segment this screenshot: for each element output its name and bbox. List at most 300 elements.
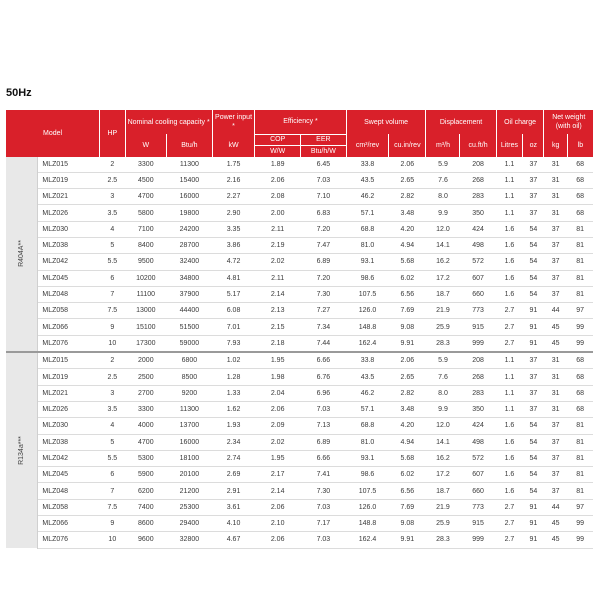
value-cell: 32400 (167, 254, 213, 270)
value-cell: 37 (544, 254, 567, 270)
value-cell: 31 (544, 172, 567, 188)
value-cell: 10 (100, 532, 126, 548)
value-cell: 37 (544, 237, 567, 253)
value-cell: 31 (544, 401, 567, 417)
value-cell: 6 (100, 270, 126, 286)
value-cell: 54 (523, 221, 544, 237)
model-cell: MLZ021 (38, 385, 100, 401)
value-cell: 2000 (125, 352, 166, 369)
value-cell: 3300 (125, 401, 166, 417)
table-row (6, 499, 593, 515)
value-cell: 6.83 (301, 205, 347, 221)
value-cell: 29400 (167, 516, 213, 532)
value-cell: 7.41 (301, 467, 347, 483)
value-cell: 350 (460, 205, 496, 221)
value-cell: 6.45 (301, 157, 347, 173)
value-cell: 8600 (125, 516, 166, 532)
value-cell: 33.8 (346, 157, 389, 173)
table-row (6, 205, 593, 221)
table-row (6, 254, 593, 270)
table-row (6, 303, 593, 319)
value-cell: 8500 (167, 369, 213, 385)
value-cell: 6 (100, 467, 126, 483)
value-cell: 68.8 (346, 418, 389, 434)
value-cell: 1.95 (255, 352, 301, 369)
value-cell: 148.8 (346, 516, 389, 532)
unit-header: W (125, 134, 166, 157)
value-cell: 7.03 (301, 172, 347, 188)
value-cell: 1.6 (496, 221, 523, 237)
value-cell: 2.00 (255, 205, 301, 221)
value-cell: 2.02 (255, 254, 301, 270)
value-cell: 4 (100, 221, 126, 237)
table-row (6, 352, 593, 369)
unit-header: kg (544, 134, 567, 157)
value-cell: 37 (544, 270, 567, 286)
value-cell: 19800 (167, 205, 213, 221)
value-cell: 68 (567, 157, 593, 173)
value-cell: 1.1 (496, 369, 523, 385)
value-cell: 37 (523, 157, 544, 173)
value-cell: 1.62 (212, 401, 255, 417)
value-cell: 2.7 (496, 499, 523, 515)
value-cell: 8400 (125, 237, 166, 253)
value-cell: 21200 (167, 483, 213, 499)
value-cell: 6.66 (301, 352, 347, 369)
value-cell: 18100 (167, 450, 213, 466)
value-cell: 268 (460, 369, 496, 385)
value-cell: 81 (567, 221, 593, 237)
value-cell: 208 (460, 352, 496, 369)
value-cell: 99 (567, 516, 593, 532)
value-cell: 46.2 (346, 189, 389, 205)
value-cell: 3 (100, 189, 126, 205)
table-row (6, 335, 593, 352)
value-cell: 4.20 (389, 221, 426, 237)
value-cell: 1.98 (255, 369, 301, 385)
value-cell: 28700 (167, 237, 213, 253)
value-cell: 2.34 (212, 434, 255, 450)
table-row (6, 189, 593, 205)
value-cell: 81 (567, 483, 593, 499)
value-cell: 4500 (125, 172, 166, 188)
table-row (6, 172, 593, 188)
value-cell: 4700 (125, 189, 166, 205)
value-cell: 2.11 (255, 221, 301, 237)
value-cell: 54 (523, 254, 544, 270)
value-cell: 93.1 (346, 450, 389, 466)
model-cell: MLZ030 (38, 418, 100, 434)
value-cell: 91 (523, 532, 544, 548)
value-cell: 107.5 (346, 286, 389, 302)
value-cell: 2.90 (212, 205, 255, 221)
value-cell: 126.0 (346, 499, 389, 515)
value-cell: 6.02 (389, 270, 426, 286)
value-cell: 660 (460, 483, 496, 499)
value-cell: 46.2 (346, 385, 389, 401)
table-row (6, 434, 593, 450)
value-cell: 37 (523, 401, 544, 417)
value-cell: 6.96 (301, 385, 347, 401)
table-row (6, 157, 593, 173)
value-cell: 915 (460, 319, 496, 335)
value-cell: 54 (523, 418, 544, 434)
value-cell: 4700 (125, 434, 166, 450)
value-cell: 498 (460, 237, 496, 253)
unit-header: oz (523, 134, 544, 157)
value-cell: 2.7 (496, 319, 523, 335)
table-row (6, 369, 593, 385)
model-cell: MLZ045 (38, 467, 100, 483)
value-cell: 68 (567, 369, 593, 385)
unit-header-eer (301, 134, 347, 157)
value-cell: 1.6 (496, 254, 523, 270)
value-cell: 98.6 (346, 467, 389, 483)
value-cell: 68 (567, 352, 593, 369)
value-cell: 16.2 (426, 450, 460, 466)
value-cell: 2.08 (255, 189, 301, 205)
value-cell: 162.4 (346, 532, 389, 548)
value-cell: 7100 (125, 221, 166, 237)
value-cell: 9.08 (389, 516, 426, 532)
value-cell: 18.7 (426, 483, 460, 499)
value-cell: 43.5 (346, 369, 389, 385)
value-cell: 43.5 (346, 172, 389, 188)
value-cell: 2700 (125, 385, 166, 401)
value-cell: 34800 (167, 270, 213, 286)
value-cell: 2.7 (496, 532, 523, 548)
value-cell: 2 (100, 352, 126, 369)
value-cell: 7.17 (301, 516, 347, 532)
value-cell: 1.33 (212, 385, 255, 401)
value-cell: 2.06 (255, 401, 301, 417)
table-row (6, 532, 593, 548)
value-cell: 44 (544, 303, 567, 319)
value-cell: 11100 (125, 286, 166, 302)
value-cell: 5300 (125, 450, 166, 466)
value-cell: 37 (523, 172, 544, 188)
value-cell: 2.06 (255, 499, 301, 515)
value-cell: 37900 (167, 286, 213, 302)
value-cell: 7.03 (301, 401, 347, 417)
value-cell: 1.1 (496, 189, 523, 205)
value-cell: 9 (100, 319, 126, 335)
value-cell: 81 (567, 254, 593, 270)
value-cell: 81 (567, 418, 593, 434)
value-cell: 424 (460, 418, 496, 434)
value-cell: 1.6 (496, 286, 523, 302)
value-cell: 54 (523, 270, 544, 286)
value-cell: 31 (544, 369, 567, 385)
value-cell: 6.89 (301, 434, 347, 450)
value-cell: 68.8 (346, 221, 389, 237)
value-cell: 6.08 (212, 303, 255, 319)
value-cell: 498 (460, 434, 496, 450)
value-cell: 3300 (125, 157, 166, 173)
value-cell: 7.10 (301, 189, 347, 205)
value-cell: 68 (567, 401, 593, 417)
value-cell: 2.82 (389, 189, 426, 205)
value-cell: 3.86 (212, 237, 255, 253)
value-cell: 4.94 (389, 237, 426, 253)
unit-header: kW (212, 134, 255, 157)
table-row (6, 286, 593, 302)
value-cell: 4.20 (389, 418, 426, 434)
value-cell: 68 (567, 172, 593, 188)
value-cell: 5.68 (389, 450, 426, 466)
model-cell: MLZ026 (38, 401, 100, 417)
value-cell: 1.6 (496, 270, 523, 286)
value-cell: 7 (100, 483, 126, 499)
model-cell: MLZ042 (38, 254, 100, 270)
value-cell: 9.9 (426, 205, 460, 221)
value-cell: 268 (460, 172, 496, 188)
value-cell: 81 (567, 237, 593, 253)
value-cell: 9600 (125, 532, 166, 548)
value-cell: 37 (544, 467, 567, 483)
value-cell: 1.28 (212, 369, 255, 385)
value-cell: 7.30 (301, 483, 347, 499)
value-cell: 1.6 (496, 483, 523, 499)
table-row (6, 237, 593, 253)
value-cell: 99 (567, 335, 593, 352)
value-cell: 68 (567, 205, 593, 221)
value-cell: 208 (460, 157, 496, 173)
model-cell: MLZ066 (38, 516, 100, 532)
value-cell: 12.0 (426, 221, 460, 237)
model-cell: MLZ030 (38, 221, 100, 237)
value-cell: 2.11 (255, 270, 301, 286)
value-cell: 3.5 (100, 401, 126, 417)
value-cell: 9500 (125, 254, 166, 270)
refrigerant-label: R134a*** (18, 436, 26, 465)
value-cell: 2.7 (496, 516, 523, 532)
value-cell: 5800 (125, 205, 166, 221)
unit-label: W/W (270, 147, 286, 155)
value-cell: 2.65 (389, 172, 426, 188)
value-cell: 11300 (167, 157, 213, 173)
value-cell: 7.5 (100, 499, 126, 515)
value-cell: 2.09 (255, 418, 301, 434)
header-swept-volume: Swept volume (346, 110, 426, 134)
value-cell: 93.1 (346, 254, 389, 270)
value-cell: 9.91 (389, 532, 426, 548)
value-cell: 1.1 (496, 385, 523, 401)
value-cell: 91 (523, 319, 544, 335)
value-cell: 424 (460, 221, 496, 237)
value-cell: 59000 (167, 335, 213, 352)
value-cell: 37 (544, 434, 567, 450)
header-model: Model (6, 110, 100, 157)
value-cell: 68 (567, 189, 593, 205)
value-cell: 5.17 (212, 286, 255, 302)
value-cell: 91 (523, 303, 544, 319)
model-cell: MLZ038 (38, 434, 100, 450)
value-cell: 11300 (167, 401, 213, 417)
value-cell: 31 (544, 205, 567, 221)
value-cell: 148.8 (346, 319, 389, 335)
value-cell: 915 (460, 516, 496, 532)
value-cell: 37 (544, 418, 567, 434)
value-cell: 607 (460, 270, 496, 286)
value-cell: 5 (100, 434, 126, 450)
value-cell: 2.04 (255, 385, 301, 401)
value-cell: 6.89 (301, 254, 347, 270)
value-cell: 2.27 (212, 189, 255, 205)
value-cell: 10 (100, 335, 126, 352)
value-cell: 81 (567, 467, 593, 483)
value-cell: 57.1 (346, 401, 389, 417)
value-cell: 2.06 (255, 172, 301, 188)
value-cell: 18.7 (426, 286, 460, 302)
value-cell: 81 (567, 450, 593, 466)
value-cell: 54 (523, 237, 544, 253)
value-cell: 99 (567, 319, 593, 335)
table-row (6, 450, 593, 466)
value-cell: 7.6 (426, 172, 460, 188)
value-cell: 10200 (125, 270, 166, 286)
unit-header-cop (255, 134, 301, 157)
value-cell: 7.69 (389, 499, 426, 515)
value-cell: 1.6 (496, 450, 523, 466)
model-cell: MLZ021 (38, 189, 100, 205)
value-cell: 21.9 (426, 499, 460, 515)
value-cell: 7.34 (301, 319, 347, 335)
value-cell: 97 (567, 499, 593, 515)
refrigerant-label-cell (6, 352, 38, 548)
value-cell: 15100 (125, 319, 166, 335)
value-cell: 81 (567, 270, 593, 286)
value-cell: 44 (544, 499, 567, 515)
value-cell: 37 (523, 352, 544, 369)
value-cell: 2.14 (255, 286, 301, 302)
value-cell: 28.3 (426, 532, 460, 548)
value-cell: 9.9 (426, 401, 460, 417)
value-cell: 31 (544, 352, 567, 369)
value-cell: 1.1 (496, 157, 523, 173)
unit-header: lb (567, 134, 593, 157)
value-cell: 7.27 (301, 303, 347, 319)
value-cell: 2.7 (496, 335, 523, 352)
value-cell: 37 (544, 286, 567, 302)
value-cell: 37 (544, 221, 567, 237)
value-cell: 31 (544, 189, 567, 205)
value-cell: 25.9 (426, 319, 460, 335)
value-cell: 3.61 (212, 499, 255, 515)
value-cell: 1.02 (212, 352, 255, 369)
value-cell: 37 (523, 189, 544, 205)
table-row (6, 418, 593, 434)
value-cell: 13000 (125, 303, 166, 319)
value-cell: 5.9 (426, 352, 460, 369)
unit-header: cm³/rev (346, 134, 389, 157)
unit-header: cu.ft/h (460, 134, 496, 157)
value-cell: 5.68 (389, 254, 426, 270)
header-power-input: Power input * (212, 110, 255, 134)
value-cell: 32800 (167, 532, 213, 548)
value-cell: 45 (544, 532, 567, 548)
value-cell: 2.65 (389, 369, 426, 385)
value-cell: 44400 (167, 303, 213, 319)
value-cell: 54 (523, 434, 544, 450)
value-cell: 7.20 (301, 221, 347, 237)
model-cell: MLZ076 (38, 335, 100, 352)
value-cell: 14.1 (426, 434, 460, 450)
value-cell: 9.08 (389, 319, 426, 335)
model-cell: MLZ015 (38, 352, 100, 369)
value-cell: 6.76 (301, 369, 347, 385)
value-cell: 6.56 (389, 286, 426, 302)
value-cell: 4.72 (212, 254, 255, 270)
value-cell: 33.8 (346, 352, 389, 369)
value-cell: 37 (523, 385, 544, 401)
value-cell: 2.14 (255, 483, 301, 499)
header-efficiency: Efficiency * (255, 110, 346, 134)
value-cell: 51500 (167, 319, 213, 335)
value-cell: 2.06 (255, 532, 301, 548)
value-cell: 2.19 (255, 237, 301, 253)
value-cell: 6200 (125, 483, 166, 499)
table-row (6, 319, 593, 335)
value-cell: 16000 (167, 434, 213, 450)
value-cell: 15400 (167, 172, 213, 188)
value-cell: 31 (544, 385, 567, 401)
value-cell: 2.69 (212, 467, 255, 483)
value-cell: 81 (567, 434, 593, 450)
value-cell: 1.1 (496, 205, 523, 221)
value-cell: 4.81 (212, 270, 255, 286)
value-cell: 350 (460, 401, 496, 417)
value-cell: 28.3 (426, 335, 460, 352)
value-cell: 7.44 (301, 335, 347, 352)
value-cell: 4.67 (212, 532, 255, 548)
value-cell: 607 (460, 467, 496, 483)
value-cell: 1.6 (496, 418, 523, 434)
value-cell: 7400 (125, 499, 166, 515)
value-cell: 1.6 (496, 434, 523, 450)
header-hp: HP (100, 110, 126, 157)
table-row (6, 401, 593, 417)
value-cell: 16.2 (426, 254, 460, 270)
value-cell: 1.95 (255, 450, 301, 466)
value-cell: 7.47 (301, 237, 347, 253)
value-cell: 4 (100, 418, 126, 434)
value-cell: 7.69 (389, 303, 426, 319)
value-cell: 4000 (125, 418, 166, 434)
value-cell: 9 (100, 516, 126, 532)
value-cell: 7 (100, 286, 126, 302)
value-cell: 54 (523, 467, 544, 483)
value-cell: 6800 (167, 352, 213, 369)
header-nominal-capacity: Nominal cooling capacity * (125, 110, 212, 134)
value-cell: 126.0 (346, 303, 389, 319)
value-cell: 2.16 (212, 172, 255, 188)
value-cell: 91 (523, 516, 544, 532)
value-cell: 9200 (167, 385, 213, 401)
model-cell: MLZ048 (38, 483, 100, 499)
value-cell: 2.91 (212, 483, 255, 499)
value-cell: 3.5 (100, 205, 126, 221)
model-cell: MLZ066 (38, 319, 100, 335)
value-cell: 2.13 (255, 303, 301, 319)
value-cell: 45 (544, 516, 567, 532)
value-cell: 57.1 (346, 205, 389, 221)
value-cell: 45 (544, 319, 567, 335)
table-row (6, 221, 593, 237)
value-cell: 25.9 (426, 516, 460, 532)
value-cell: 37 (544, 450, 567, 466)
unit-header: Btu/h (167, 134, 213, 157)
